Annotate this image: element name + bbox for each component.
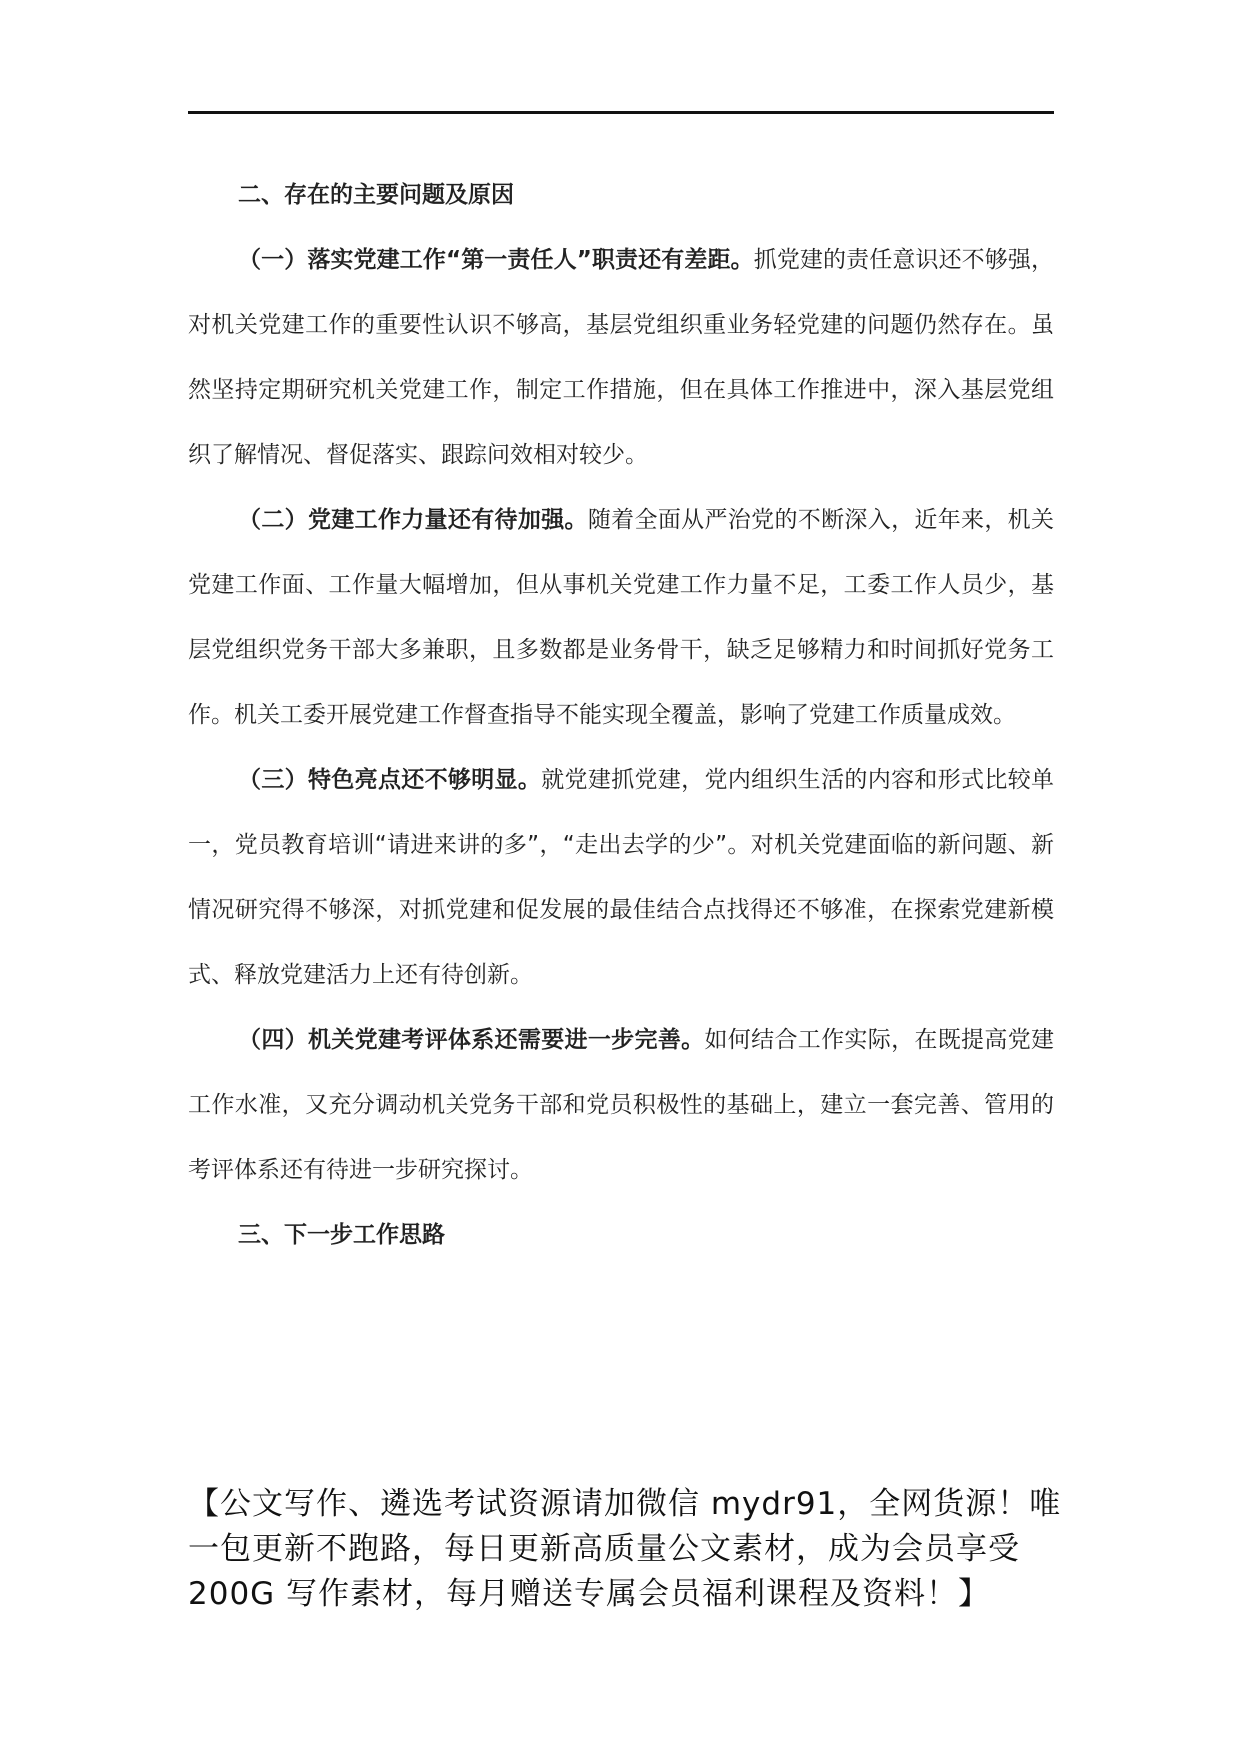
paragraph-3 xyxy=(188,748,1054,1008)
section-3-title: 三、下一步工作思路 xyxy=(238,1222,445,1248)
paragraph-1-heading: （一）落实党建工作“第一责任人”职责还有差距。 xyxy=(238,247,754,273)
header-rule xyxy=(188,111,1054,114)
paragraph-3-body: 就党建抓党建，党内组织生活的内容和形式比较单一，党员教育培训“请进来讲的多”，“走出去学的少”。对机关党建面临的新问题、新情况研究得不够深，对抓党建和促发展的最佳结合点找得还不够准，在探索党建新模式、释放党建活力上还有待创新。 xyxy=(188,767,1055,988)
paragraph-1 xyxy=(188,228,1054,488)
paragraph-1-body: 抓党建的责任意识还不够强，对机关党建工作的重要性认识不够高，基层党组织重业务轻党建的问题仍然存在。虽然坚持定期研究机关党建工作，制定工作措施，但在具体工作推进中，深入基层党组织了解情况、督促落实、跟踪问效相对较少。 xyxy=(188,247,1055,468)
paragraph-2-body: 随着全面从严治党的不断深入，近年来，机关党建工作面、工作量大幅增加，但从事机关党建工作力量不足，工委工作人员少，基层党组织党务干部大多兼职，且多数都是业务骨干，缺乏足够精力和时间抓好党务工作。机关工委开展党建工作督查指导不能实现全覆盖，影响了党建工作质量成效。 xyxy=(188,507,1055,728)
paragraph-2 xyxy=(188,488,1054,748)
paragraph-3-heading: （三）特色亮点还不够明显。 xyxy=(238,767,542,793)
document-body xyxy=(188,163,1054,1268)
paragraph-4-body: 如何结合工作实际，在既提高党建工作水准，又充分调动机关党务干部和党员积极性的基础上，建立一套完善、管用的考评体系还有待进一步研究探讨。 xyxy=(188,1027,1055,1183)
paragraph-2-heading: （二）党建工作力量还有待加强。 xyxy=(238,507,588,533)
promo-note: 【公文写作、遴选考试资源请加微信 mydr91，全网货源！唯一包更新不跑路，每日更新高质量公文素材，成为会员享受 200G 写作素材，每月赠送专属会员福利课程及资料！】 xyxy=(188,1486,1062,1612)
section-2-title: 二、存在的主要问题及原因 xyxy=(238,182,514,208)
paragraph-4 xyxy=(188,1008,1054,1203)
paragraph-4-heading: （四）机关党建考评体系还需要进一步完善。 xyxy=(238,1027,705,1053)
